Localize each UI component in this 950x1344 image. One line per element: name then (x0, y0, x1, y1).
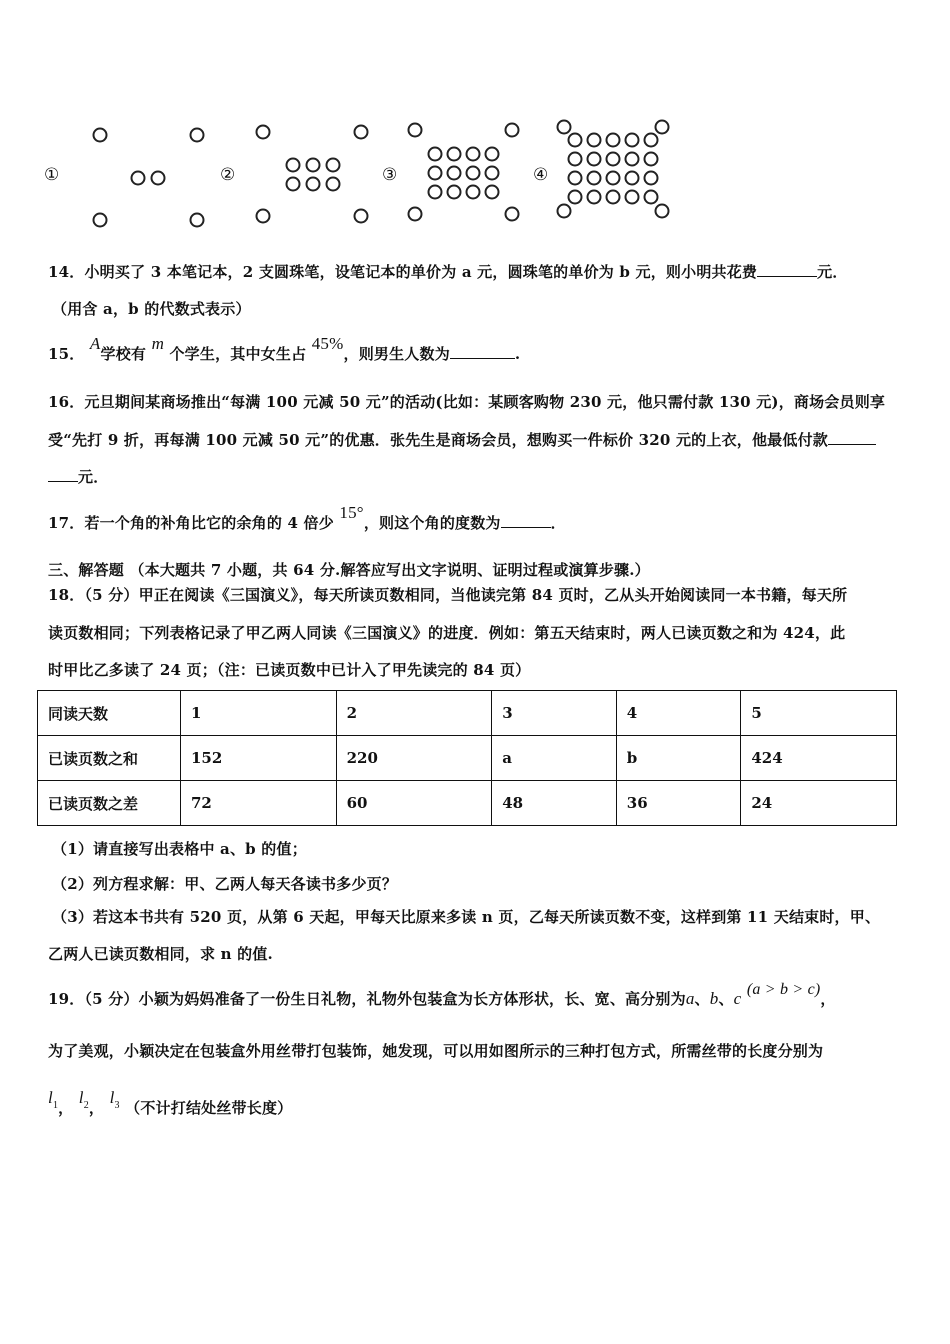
section3-heading: 三、解答题 （本大题共 7 小题，共 64 分.解答应写出文字说明、证明过程或演算步骤.） (48, 561, 650, 579)
table-cell: 24 (741, 781, 897, 826)
pattern1-circle (152, 172, 165, 185)
pattern2-circle (355, 210, 368, 223)
pattern4-circle (626, 191, 639, 204)
pattern1-circle (191, 214, 204, 227)
q19-var-a: a (685, 989, 695, 1008)
table-cell: a (492, 736, 617, 781)
circle-pattern-figure (40, 115, 690, 230)
pattern4-circle (569, 153, 582, 166)
pattern3-circle (409, 208, 422, 221)
table-cell: 60 (336, 781, 492, 826)
pattern3-circle (429, 148, 442, 161)
table-row (38, 736, 897, 781)
q19-line3: $l_1$， $l_2$， $l_3$ （不计打结处丝带长度） (48, 1088, 293, 1117)
pattern4-circle (588, 191, 601, 204)
pattern2-circle (355, 126, 368, 139)
q19-l3: $l_3$ (109, 1088, 120, 1111)
q17-blank (501, 513, 551, 528)
pattern1-circle (132, 172, 145, 185)
q15-var-a: A (89, 334, 101, 353)
table-cell: 4 (616, 691, 741, 736)
q14-line2: （用含 a，b 的代数式表示） (52, 300, 251, 318)
pattern4-circle (607, 153, 620, 166)
pattern2-circle (257, 210, 270, 223)
pattern1-circle (94, 129, 107, 142)
figure-label-1: ① (44, 165, 60, 185)
table-cell: 3 (492, 691, 617, 736)
q14-blank (757, 262, 817, 277)
pattern4-circle (588, 134, 601, 147)
pattern4-circle (645, 172, 658, 185)
pattern3-circle (448, 167, 461, 180)
q19-l1: $l_1$ (48, 1088, 59, 1111)
pattern1-circle (94, 214, 107, 227)
q18-line3: 时甲比乙多读了 24 页；（注：已读页数中已计入了甲先读完的 84 页） (48, 661, 531, 679)
pattern3-circle (486, 167, 499, 180)
q15-blank (450, 344, 515, 359)
figure-label-2: ② (220, 165, 236, 185)
q19-var-c: c (733, 989, 742, 1008)
q18-part2: （2）列方程求解：甲、乙两人每天各读书多少页？ (52, 875, 398, 893)
q19-line2: 为了美观，小颖决定在包装盒外用丝带打包装饰，她发现，可以用如图所示的三种打包方式，所需丝带的长度分别为 (48, 1042, 824, 1060)
pattern4-circle (645, 134, 658, 147)
pattern4-circle (607, 172, 620, 185)
q19-line1: 19．（5 分）小颖为妈妈准备了一份生日礼物，礼物外包装盒为长方体形状，长、宽、高分别为a、b、c (a > b > c)， (48, 981, 836, 1008)
table-cell: 424 (741, 736, 897, 781)
q16-line3: 元． (48, 466, 108, 487)
figure-label-3: ③ (382, 165, 398, 185)
pattern2-circle (287, 159, 300, 172)
q18-part3-line1: （3）若这本书共有 520 页，从第 6 天起，甲每天比原来多读 n 页，乙每天所读页数不变，这样到第 11 天结束时，甲、 (52, 908, 881, 926)
pattern4-circle (645, 191, 658, 204)
q19-l2: $l_2$ (78, 1088, 89, 1111)
q16-line2: 受“先打 9 折，再每满 100 元减 50 元”的优惠．张先生是商场会员，想购买一件标价 320 元的上衣，他最低付款 (48, 429, 876, 450)
pattern3-circle (467, 186, 480, 199)
pattern3-circle (467, 167, 480, 180)
table-cell: 已读页数之和 (38, 736, 181, 781)
q17-degree: 15° (339, 503, 364, 522)
pattern4-circle (558, 205, 571, 218)
table-cell: 1 (181, 691, 337, 736)
q15-percent: 45% (311, 334, 344, 353)
q18-line2: 读页数相同；下列表格记录了甲乙两人同读《三国演义》的进度．例如：第五天结束时，两人已读页数之和为 424，此 (48, 624, 846, 642)
q18-part1: （1）请直接写出表格中 a、b 的值； (52, 840, 307, 858)
pattern3-circle (429, 167, 442, 180)
q19-var-b: b (709, 989, 719, 1008)
table-cell: 已读页数之差 (38, 781, 181, 826)
q15-var-m: m (151, 334, 165, 353)
pattern4-circle (569, 172, 582, 185)
pattern2-circle (327, 159, 340, 172)
pattern2-circle (307, 159, 320, 172)
table-row (38, 781, 897, 826)
table-cell: 152 (181, 736, 337, 781)
q16-line1: 16．元旦期间某商场推出“每满 100 元减 50 元”的活动(比如：某顾客购物 230 元，他只需付款 130 元)，商场会员则享 (48, 393, 886, 411)
table-cell: b (616, 736, 741, 781)
table-cell: 36 (616, 781, 741, 826)
pattern4-circle (626, 134, 639, 147)
pattern4-circle (626, 153, 639, 166)
pattern3-circle (486, 186, 499, 199)
pattern2-circle (287, 178, 300, 191)
q15-line: 15． A学校有 m 个学生，其中女生占 45%，则男生人数为 . (48, 334, 521, 363)
pattern3-circle (467, 148, 480, 161)
table-cell: 48 (492, 781, 617, 826)
figure-label-4: ④ (533, 165, 549, 185)
pattern3-circle (448, 186, 461, 199)
pattern4-circle (569, 191, 582, 204)
table-cell: 5 (741, 691, 897, 736)
pattern1-circle (191, 129, 204, 142)
pattern4-circle (607, 191, 620, 204)
pattern2-circle (257, 126, 270, 139)
q18-line1: 18．（5 分）甲正在阅读《三国演义》，每天所读页数相同，当他读完第 84 页时，乙从头开始阅读同一本书籍，每天所 (48, 586, 848, 604)
pattern3-circle (409, 124, 422, 137)
pattern4-circle (656, 121, 669, 134)
q18-part3-line2: 乙两人已读页数相同，求 n 的值. (48, 945, 273, 963)
pattern3-circle (506, 208, 519, 221)
table-cell: 72 (181, 781, 337, 826)
pattern3-circle (448, 148, 461, 161)
pattern4-circle (626, 172, 639, 185)
pattern2-circle (307, 178, 320, 191)
pattern3-circle (429, 186, 442, 199)
q17-line: 17．若一个角的补角比它的余角的 4 倍少 15°，则这个角的度数为 ． (48, 503, 566, 532)
pattern4-circle (607, 134, 620, 147)
pattern4-circle (645, 153, 658, 166)
pattern4-circle (569, 134, 582, 147)
pattern3-circle (506, 124, 519, 137)
table-row (38, 691, 897, 736)
pattern4-circle (656, 205, 669, 218)
pattern4-circle (558, 121, 571, 134)
table-cell: 220 (336, 736, 492, 781)
q16-blank (828, 430, 876, 445)
pattern4-circle (588, 172, 601, 185)
q14-line1: 14．小明买了 3 本笔记本，2 支圆珠笔，设笔记本的单价为 a 元，圆珠笔的单价为 b 元，则小明共花费 元． (48, 263, 848, 281)
pattern3-circle (486, 148, 499, 161)
table-cell: 同读天数 (38, 691, 181, 736)
pattern2-circle (327, 178, 340, 191)
q19-condition: (a > b > c) (746, 981, 821, 998)
pattern4-circle (588, 153, 601, 166)
table-cell: 2 (336, 691, 492, 736)
q18-progress-table (37, 690, 897, 826)
